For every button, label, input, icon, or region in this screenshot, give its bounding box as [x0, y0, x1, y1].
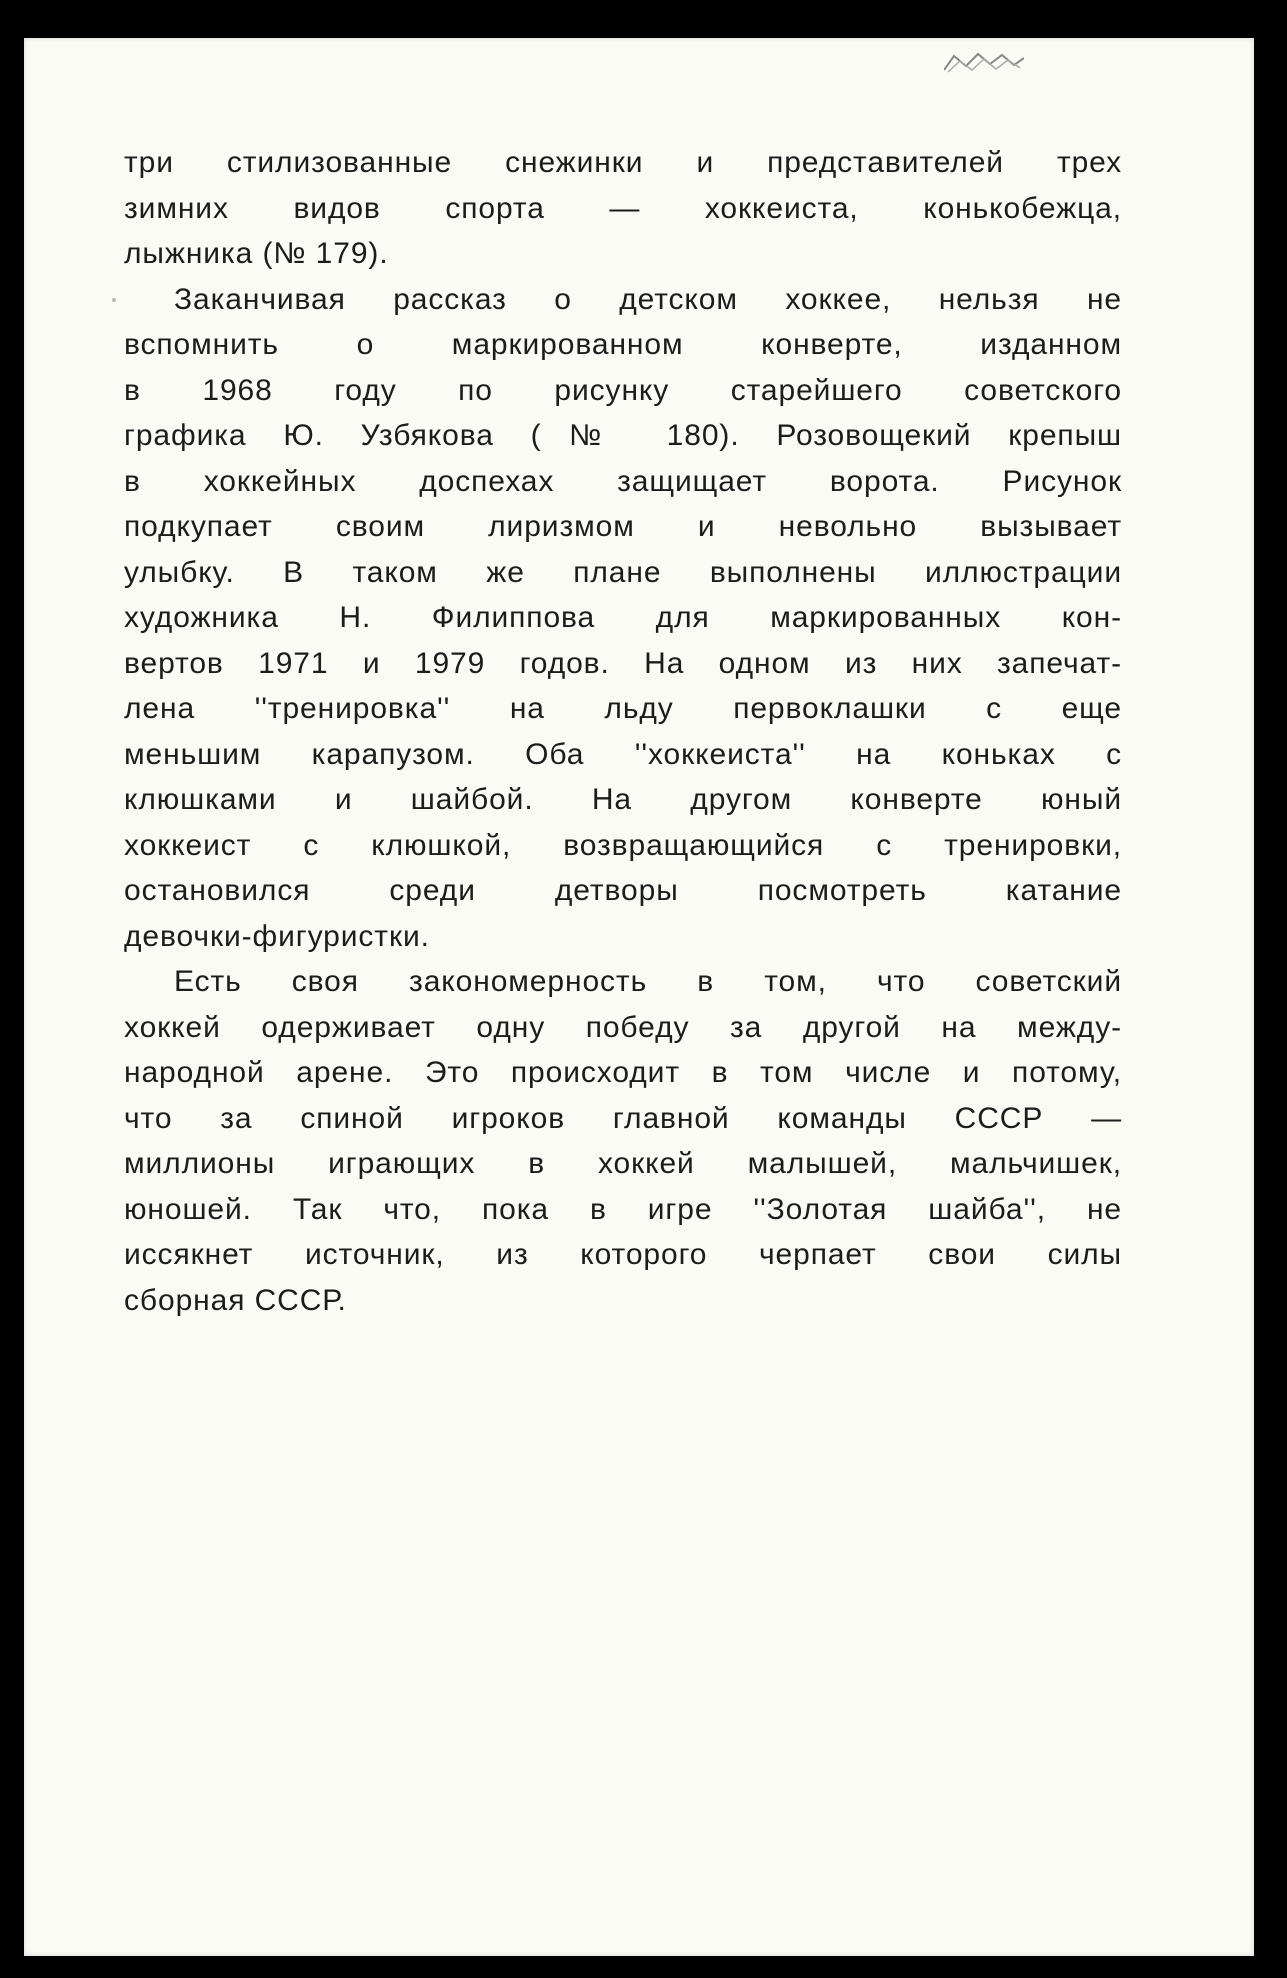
text-line: остановился среди детворы посмотреть катание	[124, 874, 1122, 907]
text-line: народной арене. Это происходит в том числе и потому,	[124, 1056, 1122, 1089]
text-line: что за спиной игроков главной команды СССР —	[124, 1101, 1122, 1135]
text-line: юношей. Так что, пока в игре ''Золотая шайба'', не	[124, 1192, 1122, 1226]
paragraph-first-line: Есть своя закономерность в том, что советский	[174, 965, 1122, 998]
text-line: лыжника (№ 179).	[124, 237, 389, 270]
text-line: миллионы играющих в хоккей малышей, мальчишек,	[124, 1147, 1122, 1180]
body-text	[124, 140, 1122, 1323]
text-line: хоккей одерживает одну победу за другой на между-	[124, 1010, 1122, 1044]
text-line: три стилизованные снежинки и представителей трех	[124, 146, 1122, 179]
text-line: подкупает своим лиризмом и невольно вызывает	[124, 510, 1122, 543]
paragraph-first-line: Заканчивая рассказ о детском хоккее, нельзя не	[174, 282, 1122, 316]
text-line: улыбку. В таком же плане выполнены иллюстрации	[124, 555, 1122, 589]
margin-speck	[112, 298, 116, 302]
text-line: лена ''тренировка'' на льду первоклашки с еще	[124, 692, 1122, 725]
text-line: клюшками и шайбой. На другом конверте юный	[124, 783, 1122, 816]
text-line: в 1968 году по рисунку старейшего советского	[124, 373, 1122, 407]
paper-tear-mark	[944, 52, 1024, 74]
text-line: иссякнет источник, из которого черпает свои силы	[124, 1238, 1122, 1271]
text-line: художника Н. Филиппова для маркированных кон-	[124, 601, 1122, 634]
text-line: вертов 1971 и 1979 годов. На одном из них запечат-	[124, 646, 1122, 680]
text-line: в хоккейных доспехах защищает ворота. Рисунок	[124, 464, 1122, 498]
text-line: зимних видов спорта — хоккеиста, конькобежца,	[124, 191, 1122, 225]
text-line: девочки-фигуристки.	[124, 919, 430, 953]
text-line: вспомнить о маркированном конверте, изданном	[124, 328, 1122, 361]
text-line: меньшим карапузом. Оба ''хоккеиста'' на коньках с	[124, 737, 1122, 771]
text-line: сборная СССР.	[124, 1283, 347, 1317]
text-line: графика Ю. Узбякова (№ 180). Розовощекий крепыш	[124, 419, 1122, 452]
text-line: хоккеист с клюшкой, возвращающийся с тренировки,	[124, 828, 1122, 862]
